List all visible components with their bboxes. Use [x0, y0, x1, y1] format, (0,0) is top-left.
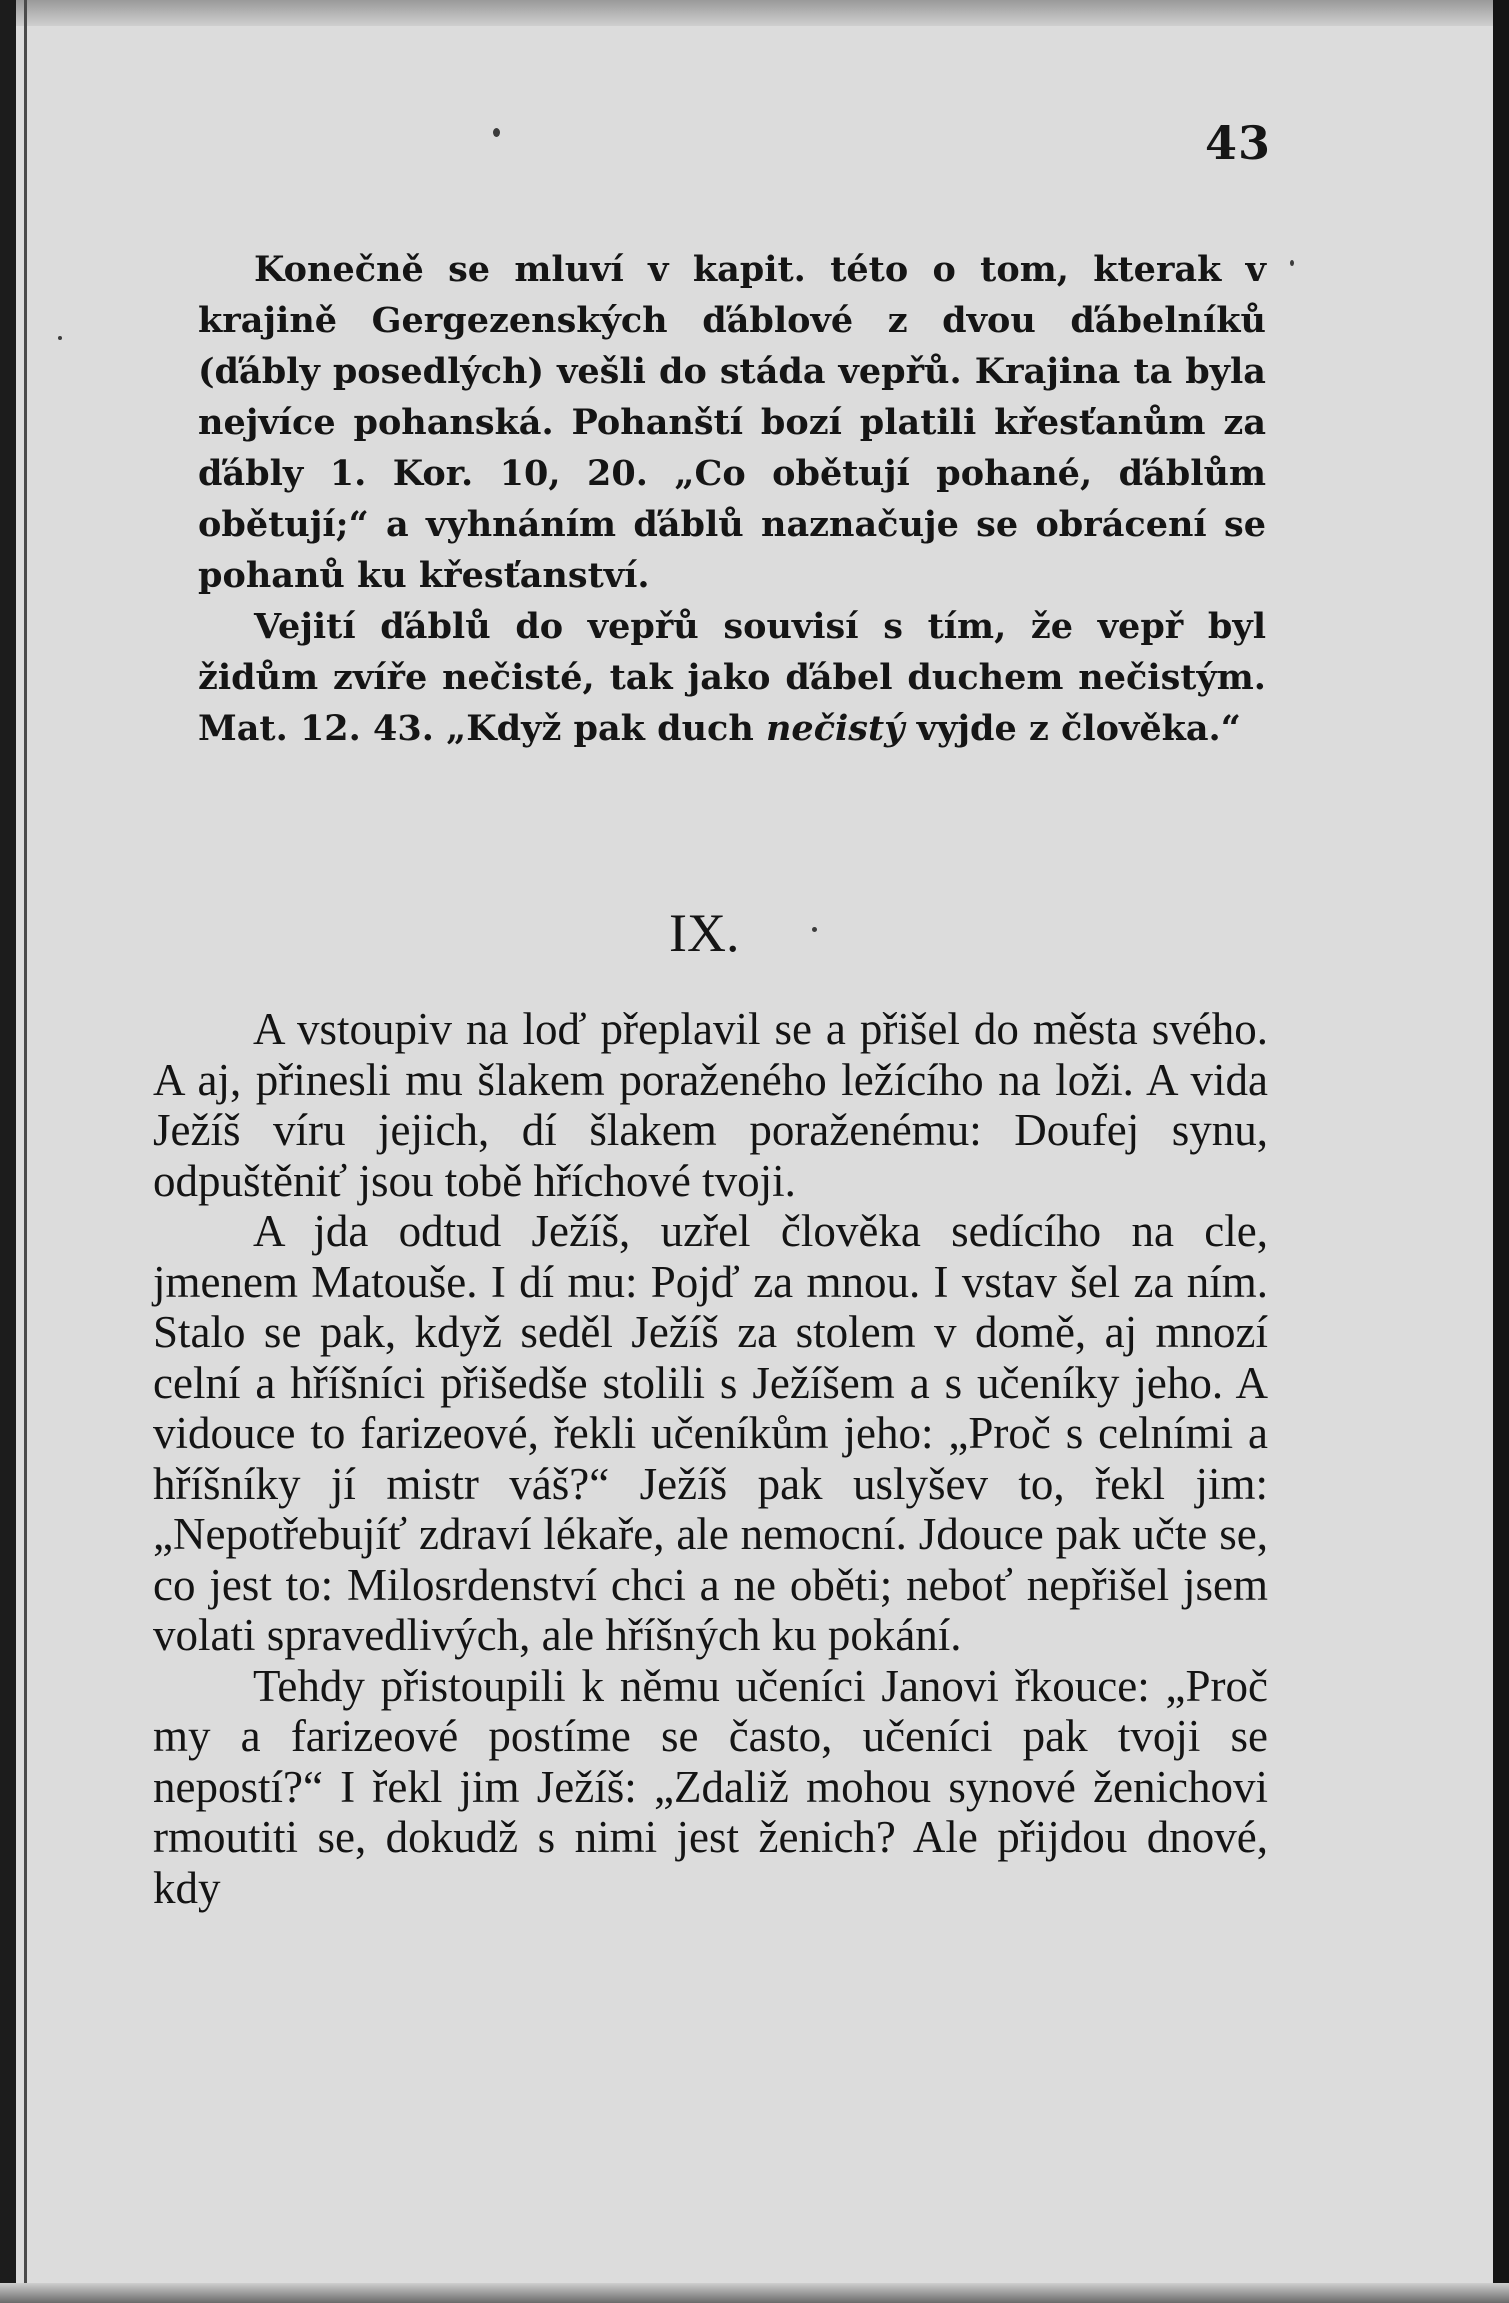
page-right-edge — [1493, 0, 1509, 2303]
chapter-heading: IX. — [669, 903, 740, 963]
ink-speck — [812, 927, 817, 932]
commentary-text: vyjde z člověka.“ — [904, 708, 1241, 749]
ink-speck — [58, 336, 62, 340]
scripture-paragraph: Tehdy přistoupili k němu učeníci Janovi řkouce: „Proč my a farizeové postíme se často, učeníci pak tvoji se nepostí?“ I řekl jim Ježíš: „Zdaliž mohou synové ženichovi rmoutiti se, dokudž s nimi jest ženich? Ale přijdou dnové, kdy — [153, 1660, 1268, 1913]
binding-line — [24, 0, 27, 2303]
commentary-italic-word: nečistý — [765, 708, 905, 749]
scripture-block — [153, 1004, 1268, 1913]
commentary-text: Vejití ďáblů do vepřů souvisí s tím, že vepř byl židům zvíře nečisté, tak jako ďábel duchem nečistým. Mat. 12. 43. „Když pak duch — [198, 606, 1266, 749]
scripture-paragraph: A vstoupiv na loď přeplavil se a přišel do města svého. A aj, přinesli mu šlakem poraženého ležícího na loži. A vida Ježíš víru jejich, dí šlakem poraženému: Doufej synu, odpuštěniť jsou tobě hříchové tvoji. — [153, 1004, 1268, 1206]
page-number: 43 — [1205, 116, 1272, 170]
commentary-block — [198, 244, 1266, 754]
binding-edge — [0, 0, 16, 2303]
commentary-paragraph: Konečně se mluví v kapit. této o tom, kterak v krajině Gergezenských ďáblové z dvou ďábelníků (ďábly posedlých) vešli do stáda vepřů. Krajina ta byla nejvíce pohanská. Pohanští bozí platili křesťanům za ďábly 1. Kor. 10, 20. „Co obětují pohané, ďáblům obětují;“ a vyhnáním ďáblů naznačuje se obrácení se pohanů ku křesťanství. — [198, 249, 1266, 596]
page-bottom-edge — [0, 2283, 1509, 2303]
scripture-paragraph: A jda odtud Ježíš, uzřel člověka sedícího na cle, jmenem Matouše. I dí mu: Pojď za mnou. I vstav šel za ním. Stalo se pak, když seděl Ježíš za stolem v domě, aj mnozí celní a hříšníci přišedše stolili s Ježíšem a s učeníky jeho. A vidouce to farizeové, řekli učeníkům jeho: „Proč s celními a hříšníky jí mistr váš?“ Ježíš pak uslyšev to, řekl jim: „Nepotřebujíť zdraví lékaře, ale nemocní. Jdouce pak učte se, co jest to: Milosrdenství chci a ne oběti; neboť nepřišel jsem volati spravedlivých, ale hříšných ku pokání. — [153, 1206, 1268, 1660]
page-top-edge — [0, 0, 1509, 26]
ink-speck — [1290, 260, 1294, 266]
commentary-paragraph — [198, 601, 1266, 754]
ink-speck — [493, 128, 500, 137]
